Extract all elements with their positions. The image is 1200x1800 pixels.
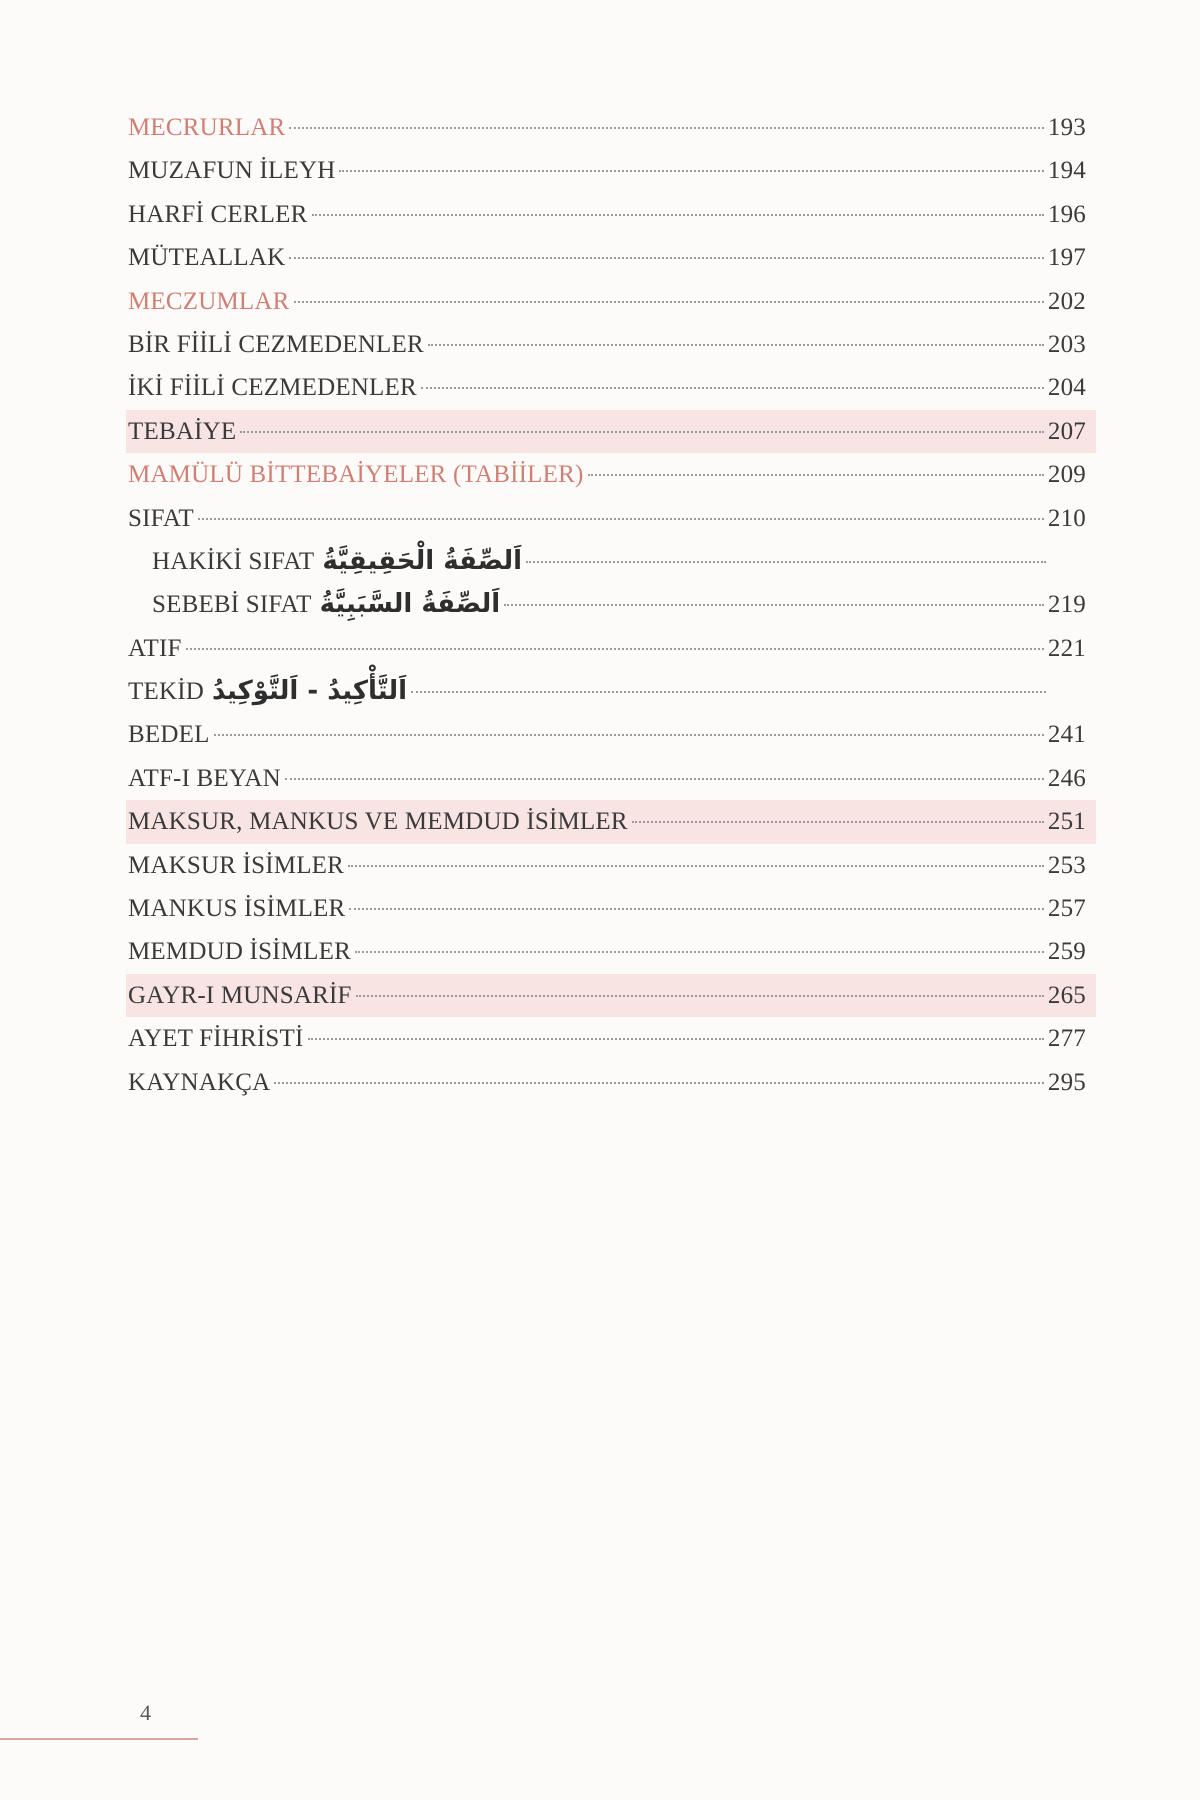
toc-entry-page-number: 210 xyxy=(1047,504,1086,532)
dot-leader xyxy=(289,257,1044,259)
dot-leader xyxy=(240,431,1044,433)
toc-entry xyxy=(128,497,1086,540)
toc-entry-page-number: 202 xyxy=(1047,287,1086,315)
toc-entry xyxy=(128,1017,1086,1060)
toc-entry-title: ATIF xyxy=(128,634,182,662)
dot-leader xyxy=(312,214,1044,216)
toc-entry xyxy=(128,106,1086,149)
toc-entry xyxy=(128,1061,1086,1104)
page-number: 4 xyxy=(140,1700,151,1725)
toc-entry-arabic-title: اَلتَّأْكِيدُ - اَلتَّوْكِيدُ xyxy=(211,676,408,707)
toc-entry-page-number: 259 xyxy=(1047,938,1086,966)
toc-entry-page-number: 196 xyxy=(1047,200,1086,228)
toc-entry-title: MECZUMLAR xyxy=(128,287,290,315)
toc-entry-page-number: 251 xyxy=(1047,808,1086,836)
dot-leader xyxy=(356,995,1044,997)
dot-leader xyxy=(289,127,1044,129)
toc-entry-page-number: 203 xyxy=(1047,330,1086,358)
table-of-contents xyxy=(128,106,1086,1104)
toc-entry xyxy=(128,844,1086,887)
dot-leader xyxy=(294,301,1044,303)
dot-leader xyxy=(411,691,1046,693)
dot-leader xyxy=(349,908,1043,910)
toc-entry-title: TEKİD xyxy=(128,678,204,706)
toc-entry-title: GAYR-I MUNSARİF xyxy=(128,981,352,1009)
toc-entry-page-number: 204 xyxy=(1047,374,1086,402)
toc-entry-title: BEDEL xyxy=(128,721,210,749)
toc-entry xyxy=(128,236,1086,279)
dot-leader xyxy=(308,1038,1044,1040)
dot-leader xyxy=(348,865,1044,867)
toc-entry-title: HARFİ CERLER xyxy=(128,200,308,228)
dot-leader xyxy=(632,821,1044,823)
toc-entry xyxy=(128,323,1086,366)
toc-entry xyxy=(128,757,1086,800)
toc-entry-page-number: 241 xyxy=(1047,721,1086,749)
toc-entry-title: SIFAT xyxy=(128,504,194,532)
toc-entry-title: BİR FİİLİ CEZMEDENLER xyxy=(128,330,424,358)
toc-entry-title: MAKSUR, MANKUS VE MEMDUD İSİMLER xyxy=(128,808,628,836)
dot-leader xyxy=(428,344,1044,346)
toc-entry xyxy=(126,410,1096,453)
toc-entry-title: KAYNAKÇA xyxy=(128,1068,271,1096)
dot-leader xyxy=(214,734,1044,736)
toc-entry-title: AYET FİHRİSTİ xyxy=(128,1025,304,1053)
footer-rule xyxy=(0,1738,198,1740)
dot-leader xyxy=(198,518,1044,520)
dot-leader xyxy=(504,604,1044,606)
toc-entry xyxy=(128,540,1086,583)
toc-entry xyxy=(126,800,1096,843)
toc-entry-title: ATF-I BEYAN xyxy=(128,764,281,792)
toc-entry xyxy=(128,280,1086,323)
toc-entry-page-number: 295 xyxy=(1047,1068,1086,1096)
toc-entry xyxy=(128,366,1086,409)
toc-list xyxy=(128,106,1086,1104)
toc-entry xyxy=(128,713,1086,756)
toc-entry-title: MAMÜLÜ BİTTEBAİYELER (TABİİLER) xyxy=(128,461,584,489)
toc-entry xyxy=(128,930,1086,973)
toc-entry xyxy=(126,974,1096,1017)
toc-entry xyxy=(128,149,1086,192)
toc-entry-page-number: 197 xyxy=(1047,244,1086,272)
toc-entry-title: HAKİKİ SIFAT xyxy=(152,547,315,575)
toc-entry xyxy=(128,193,1086,236)
dot-leader xyxy=(421,387,1044,389)
toc-entry-title: TEBAİYE xyxy=(128,417,237,445)
toc-entry xyxy=(128,670,1086,713)
toc-entry-page-number: 194 xyxy=(1047,157,1086,185)
toc-entry xyxy=(128,887,1086,930)
toc-entry-title: MEMDUD İSİMLER xyxy=(128,938,351,966)
dot-leader xyxy=(588,474,1044,476)
toc-entry-page-number: 253 xyxy=(1047,851,1086,879)
toc-entry-title: MECRURLAR xyxy=(128,114,286,141)
dot-leader xyxy=(186,648,1044,650)
toc-entry-page-number: 219 xyxy=(1047,591,1086,619)
toc-entry-title: MANKUS İSİMLER xyxy=(128,895,346,923)
toc-entry-title: MÜTEALLAK xyxy=(128,244,286,272)
toc-entry-page-number: 265 xyxy=(1047,981,1086,1009)
toc-entry-title: SEBEBİ SIFAT xyxy=(152,591,312,619)
toc-entry-title: İKİ FİİLİ CEZMEDENLER xyxy=(128,374,417,402)
toc-entry-title: MAKSUR İSİMLER xyxy=(128,851,345,879)
toc-entry-arabic-title: اَلصِّفَةُ السَّبَبِيَّةُ xyxy=(319,589,501,620)
toc-entry-page-number: 207 xyxy=(1047,417,1086,445)
toc-entry-page-number: 277 xyxy=(1047,1025,1086,1053)
toc-entry-arabic-title: اَلصِّفَةُ الْحَقِيقِيَّةُ xyxy=(322,545,523,576)
toc-entry-page-number: 246 xyxy=(1047,764,1086,792)
toc-entry xyxy=(128,453,1086,496)
toc-entry-page-number: 209 xyxy=(1047,461,1086,489)
toc-entry-title: MUZAFUN İLEYH xyxy=(128,157,336,185)
dot-leader xyxy=(526,561,1046,563)
toc-entry xyxy=(128,627,1086,670)
toc-entry xyxy=(128,583,1086,626)
toc-entry-page-number: 221 xyxy=(1047,634,1086,662)
dot-leader xyxy=(355,951,1044,953)
dot-leader xyxy=(274,1082,1044,1084)
dot-leader xyxy=(339,170,1043,172)
toc-entry-page-number: 257 xyxy=(1047,895,1086,923)
toc-entry-page-number: 193 xyxy=(1047,114,1086,141)
dot-leader xyxy=(285,778,1044,780)
